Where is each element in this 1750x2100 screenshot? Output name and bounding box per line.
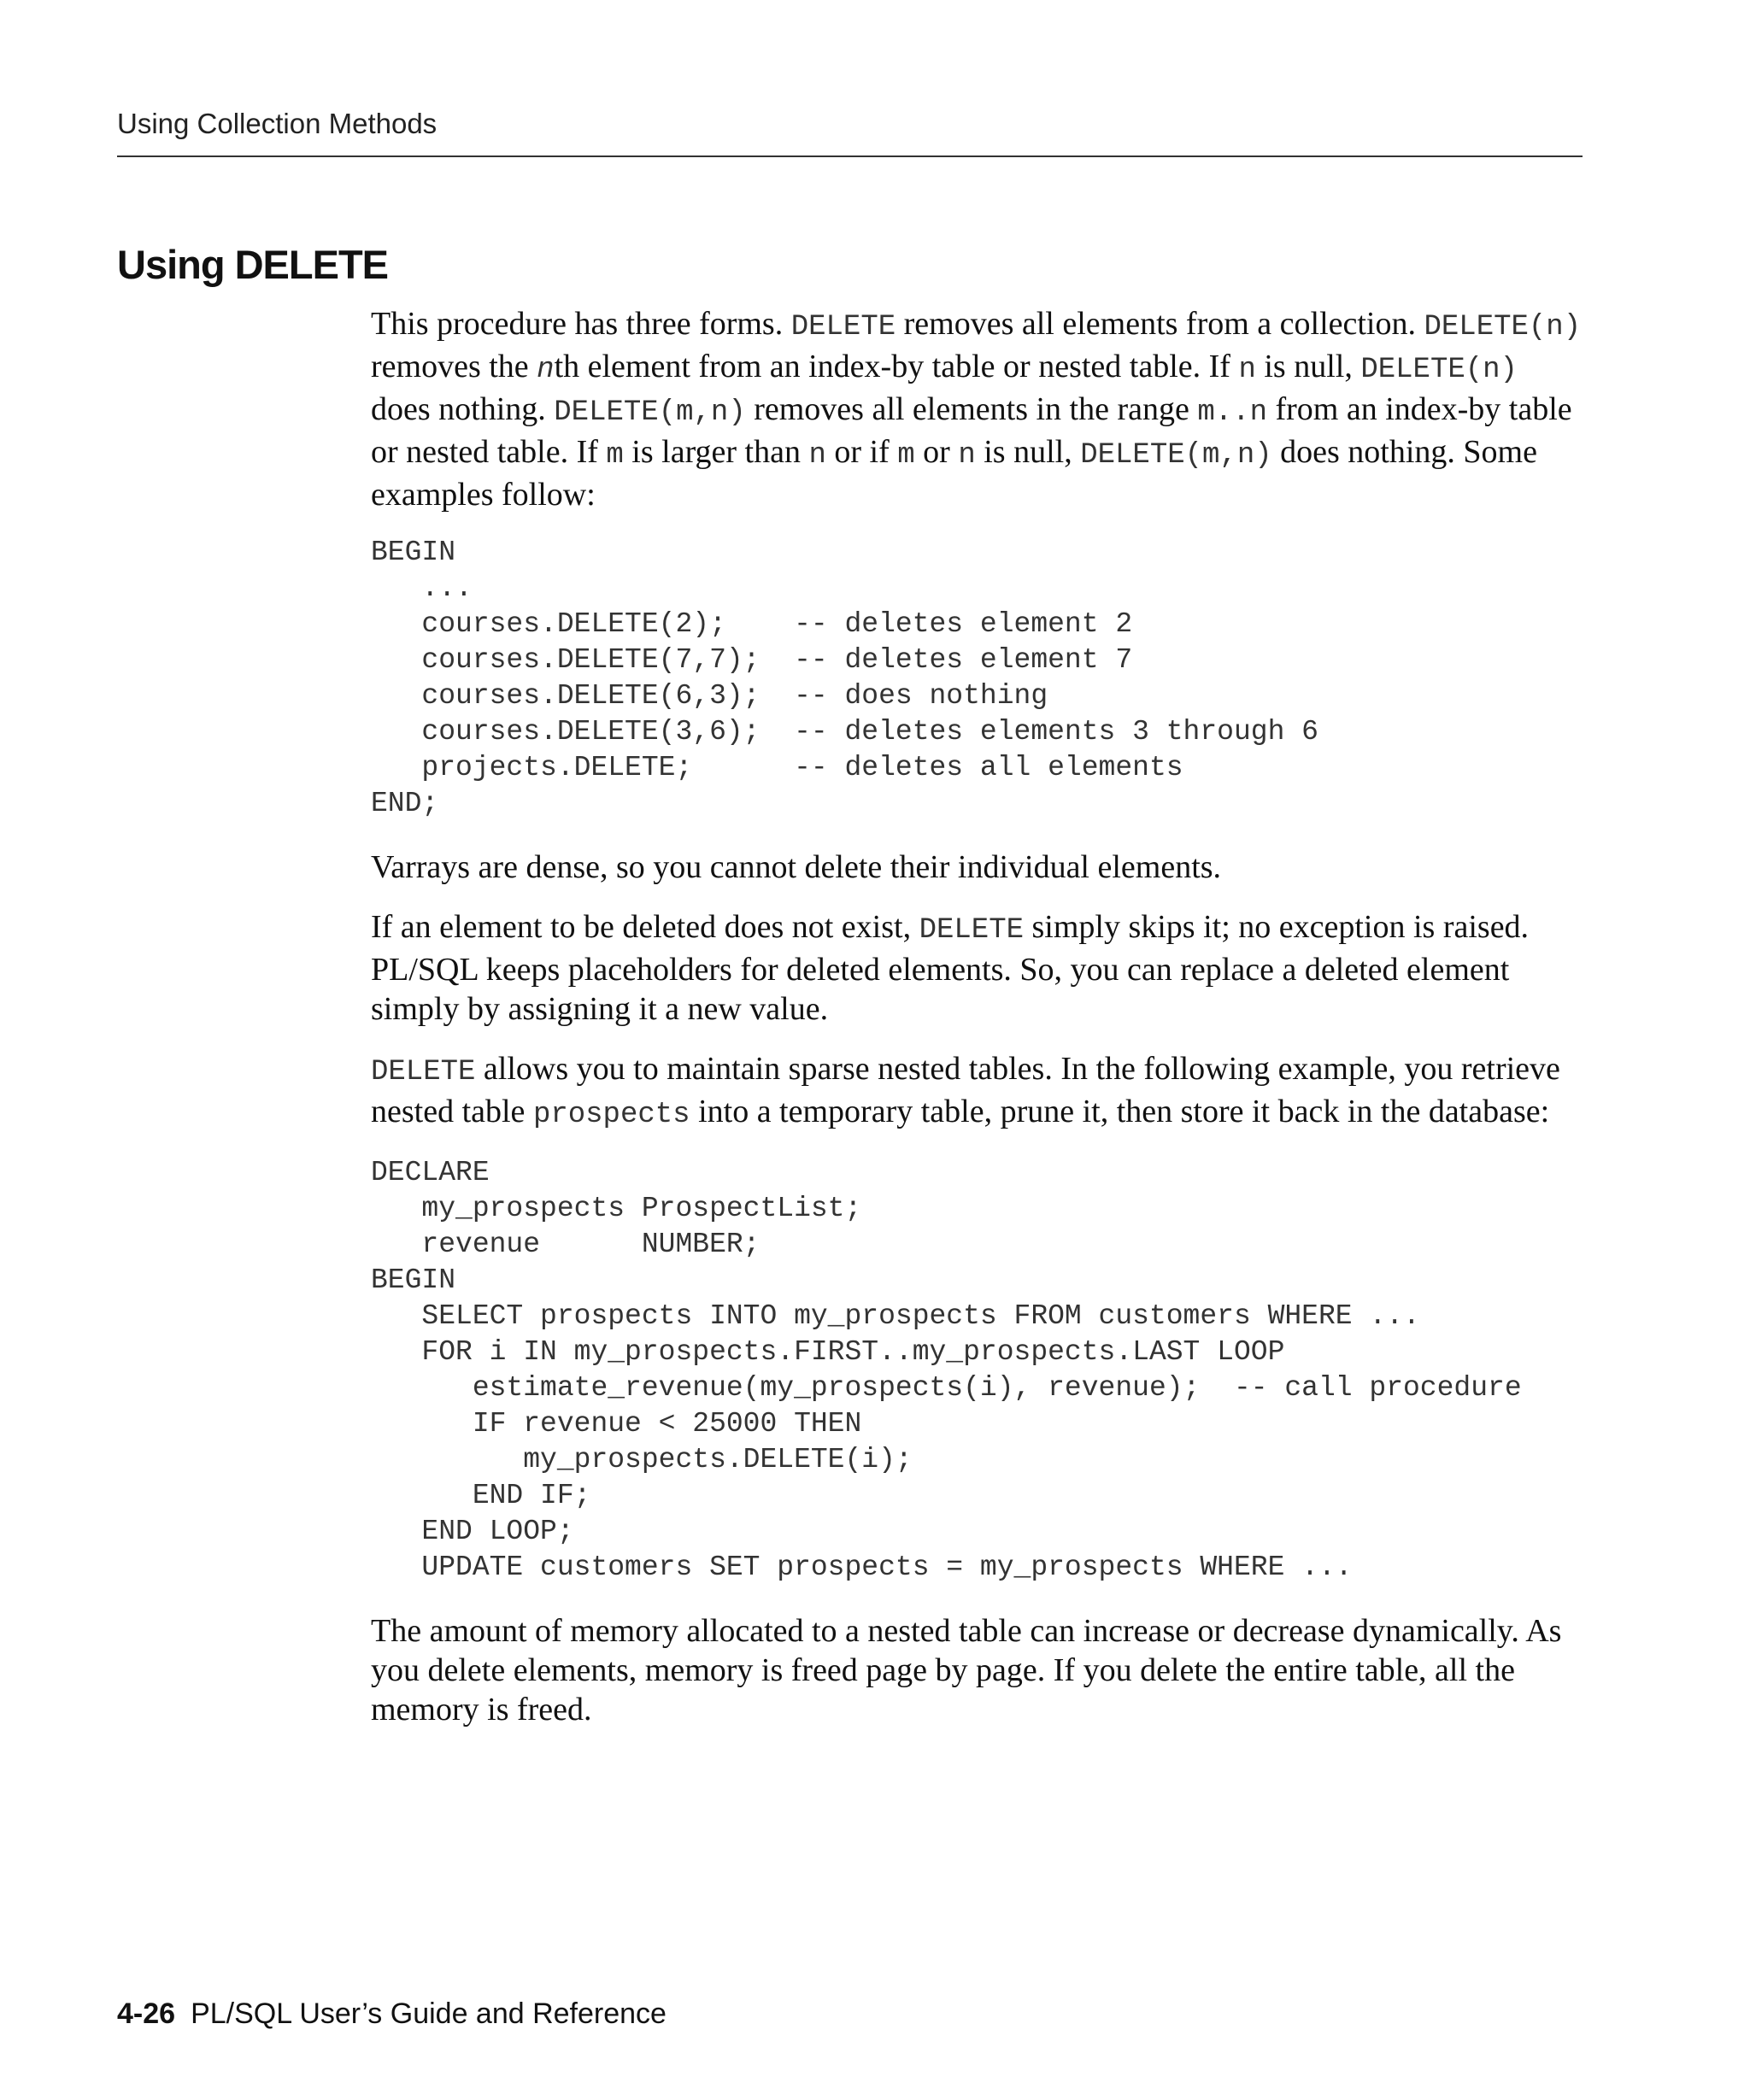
text: or if xyxy=(825,434,898,470)
text: This procedure has three forms. xyxy=(371,306,791,342)
intro-paragraph xyxy=(371,304,1584,514)
running-header: Using Collection Methods xyxy=(117,108,438,139)
varrays-paragraph: Varrays are dense, so you cannot delete their individual elements. xyxy=(371,849,1222,885)
code-term: n xyxy=(1238,354,1256,386)
text: removes all elements in the range xyxy=(745,391,1198,427)
memory-paragraph: The amount of memory allocated to a nested table can increase or decrease dynamically. As you delete elements, memory is freed page by page. If you delete the entire table, all the memory is freed. xyxy=(371,1613,1562,1728)
book-title: PL/SQL User’s Guide and Reference xyxy=(191,1997,667,2030)
body-content xyxy=(371,304,1584,1750)
page-number: 4-26 xyxy=(117,1997,176,2030)
code-term: m..n xyxy=(1197,396,1267,429)
code-term: DELETE xyxy=(371,1056,476,1088)
code-term: DELETE(n) xyxy=(1424,311,1582,343)
page-footer xyxy=(117,1997,667,2031)
code-term: m xyxy=(897,439,915,472)
text: is null, xyxy=(1255,349,1361,384)
text: th element from an index-by table or nested table. If xyxy=(554,349,1239,384)
skip-paragraph xyxy=(371,907,1584,1029)
code-term: n xyxy=(958,439,976,472)
text: is null, xyxy=(975,434,1081,470)
text: from an index-by table or nested table. If xyxy=(371,391,1572,470)
code-term: DELETE(n) xyxy=(1360,354,1518,386)
variable-term: n xyxy=(537,354,555,386)
code-term: m xyxy=(606,439,624,472)
sparse-paragraph xyxy=(371,1049,1584,1135)
code-term: DELETE(m,n) xyxy=(554,396,746,429)
text: removes the xyxy=(371,349,537,384)
text: removes all elements from a collection. xyxy=(896,306,1424,342)
code-example-delete: BEGIN ... courses.DELETE(2); -- deletes element 2 courses.DELETE(7,7); -- deletes element 7 courses.DELETE(6,3); -- does nothing courses.DELETE(3,6); -- deletes elements 3 through 6 projects.DELETE; -- deletes all elements END; xyxy=(371,537,1318,819)
text: is larger than xyxy=(623,434,809,470)
section-title: Using DELETE xyxy=(117,242,389,287)
text: allows you to maintain sparse nested tables. In the following example, you retrieve nested table xyxy=(371,1051,1560,1129)
code-term: DELETE xyxy=(790,311,896,343)
header-rule xyxy=(117,155,1583,157)
text: or xyxy=(914,434,959,470)
text: simply skips it; no exception is raised. PL/SQL keeps placeholders for deleted elements. So, you can replace a deleted element simply by assigning it a new value. xyxy=(371,909,1530,1027)
code-term: prospects xyxy=(532,1099,690,1131)
text: into a temporary table, prune it, then store it back in the database: xyxy=(690,1094,1550,1129)
code-term: DELETE xyxy=(919,914,1024,947)
code-example-prospects: DECLARE my_prospects ProspectList; revenue NUMBER; BEGIN SELECT prospects INTO my_prospects FROM customers WHERE ... FOR i IN my_prospects.FIRST..my_prospects.LAST LOOP estimate_revenue(my_prospects(i), revenue); -- call procedure IF revenue < 25000 THEN my_prospects.DELETE(i); END IF; END LOOP; UPDATE customers SET prospects = my_prospects WHERE ... xyxy=(371,1157,1522,1583)
code-term: DELETE(m,n) xyxy=(1080,439,1272,472)
text: does nothing. Some examples follow: xyxy=(371,434,1537,513)
text: does nothing. xyxy=(371,391,555,427)
code-term: n xyxy=(808,439,826,472)
text: If an element to be deleted does not exist, xyxy=(371,909,919,945)
